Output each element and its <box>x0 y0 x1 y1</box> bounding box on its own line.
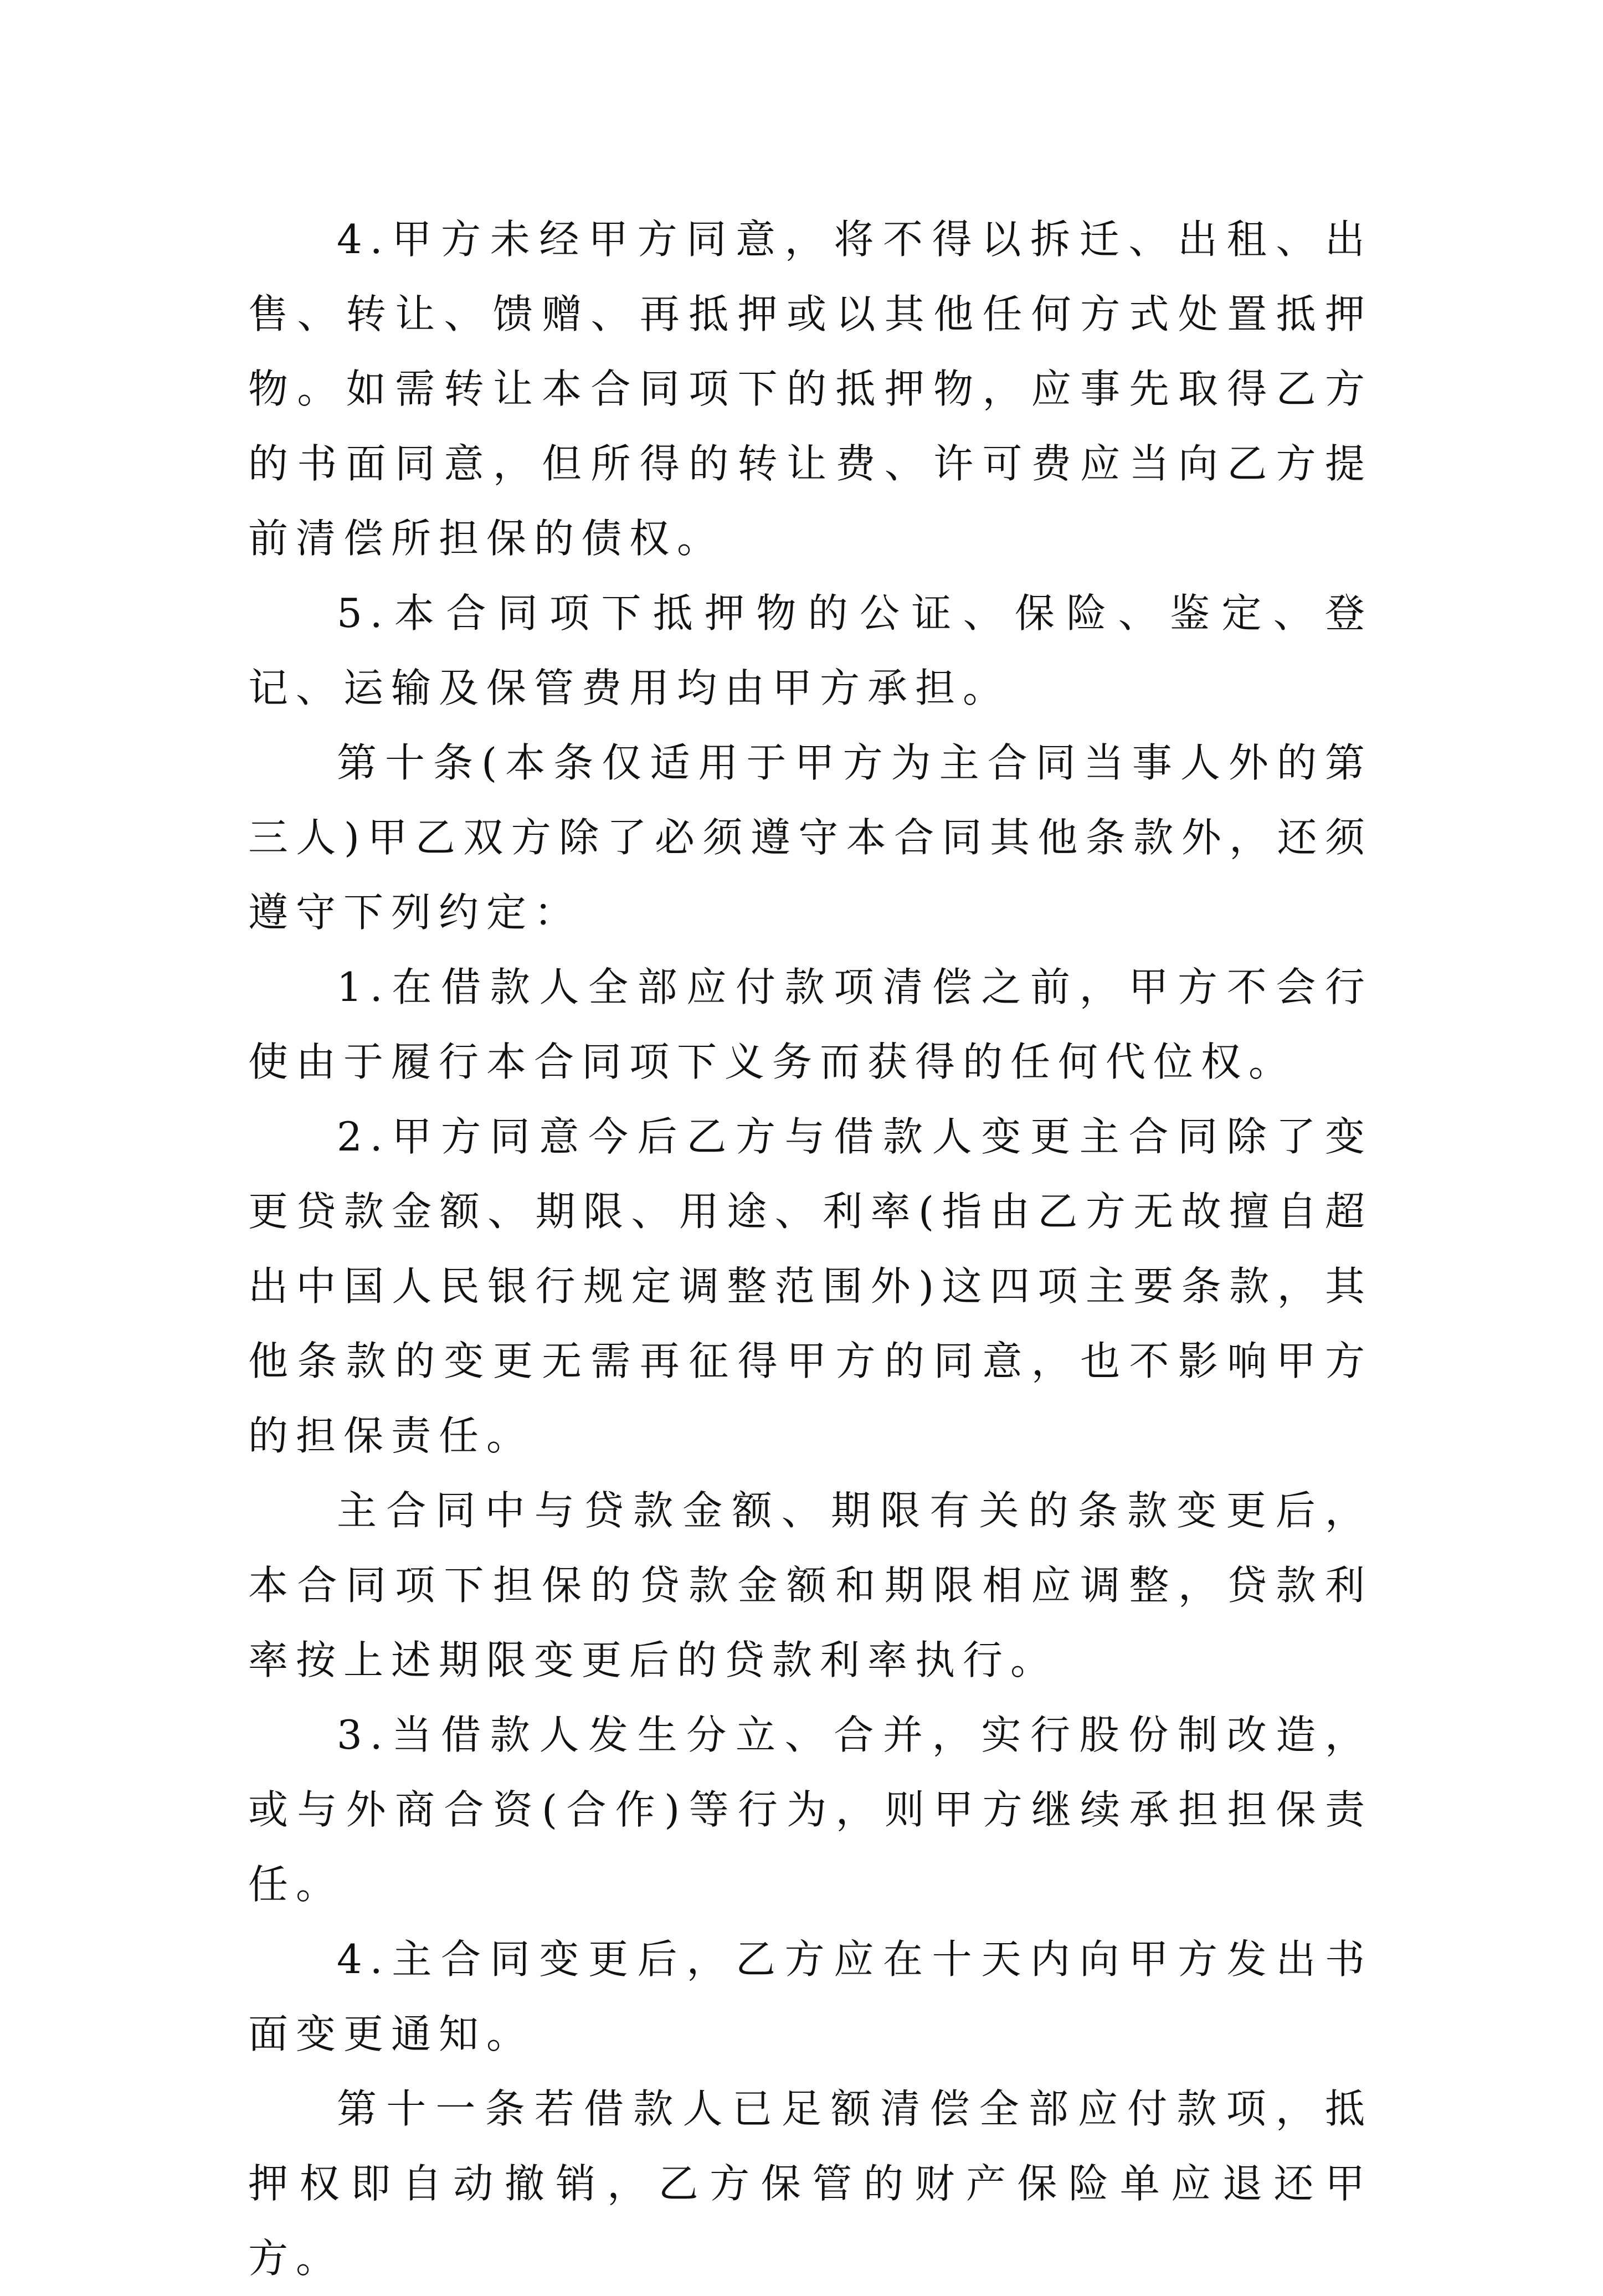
paragraph-article-10-item-4: 4.主合同变更后，乙方应在十天内向甲方发出书面变更通知。 <box>248 1936 1373 2057</box>
paragraph-article-10-item-2: 2.甲方同意今后乙方与借款人变更主合同除了变更贷款金额、期限、用途、利率(指由乙方无故擅自超出中国人民银行规定调整范围外)这四项主要条款，其他条款的变更无需再征得甲方的同意，也不影响甲方的担保责任。 <box>248 1113 1373 1459</box>
paragraph-article-10-item-3: 3.当借款人发生分立、合并，实行股份制改造，或与外商合资(合作)等行为，则甲方继续承担担保责任。 <box>248 1712 1373 1908</box>
paragraph-article-10: 第十条(本条仅适用于甲方为主合同当事人外的第三人)甲乙双方除了必须遵守本合同其他条款外，还须遵守下列约定： <box>248 739 1373 936</box>
document-body <box>248 202 1373 2296</box>
paragraph-clause-4: 4.甲方未经甲方同意，将不得以拆迁、出租、出售、转让、馈赠、再抵押或以其他任何方式处置抵押物。如需转让本合同项下的抵押物，应事先取得乙方的书面同意，但所得的转让费、许可费应当向乙方提前清偿所担保的债权。 <box>248 216 1373 562</box>
paragraph-article-10-item-2-continued: 主合同中与贷款金额、期限有关的条款变更后，本合同项下担保的贷款金额和期限相应调整，贷款利率按上述期限变更后的贷款利率执行。 <box>248 1487 1373 1683</box>
paragraph-clause-5: 5.本合同项下抵押物的公证、保险、鉴定、登记、运输及保管费用均由甲方承担。 <box>248 590 1373 711</box>
paragraph-article-10-item-1: 1.在借款人全部应付款项清偿之前，甲方不会行使由于履行本合同项下义务而获得的任何代位权。 <box>248 964 1373 1085</box>
paragraph-article-11: 第十一条若借款人已足额清偿全部应付款项，抵押权即自动撤销，乙方保管的财产保险单应退还甲方。 <box>248 2086 1373 2282</box>
